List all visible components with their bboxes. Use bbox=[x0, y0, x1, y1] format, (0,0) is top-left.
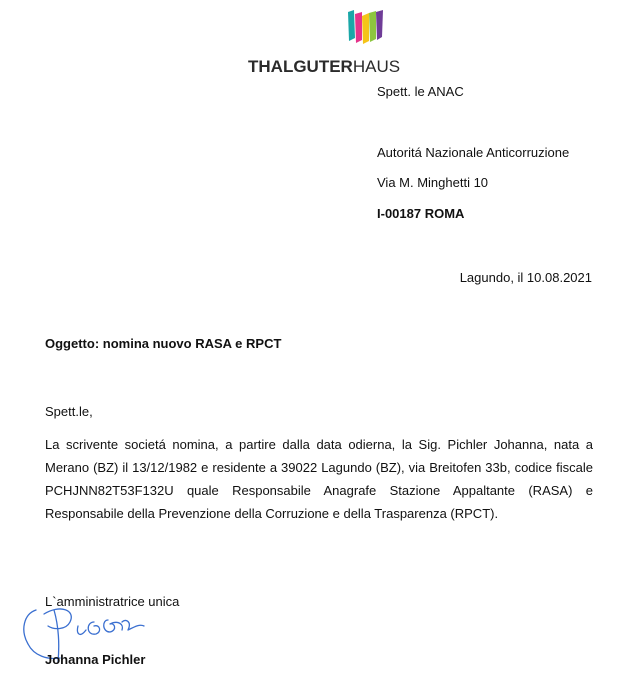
logo-name-light: HAUS bbox=[352, 57, 401, 76]
logo-wordmark bbox=[248, 57, 400, 77]
closing-title: L`amministratrice unica bbox=[45, 594, 180, 609]
signer-name: Johanna Pichler bbox=[45, 652, 146, 667]
recipient-line-4: I-00187 ROMA bbox=[377, 206, 465, 221]
recipient-line-3: Via M. Minghetti 10 bbox=[377, 175, 489, 190]
recipient-line-2: Autoritá Nazionale Anticorruzione bbox=[377, 145, 570, 160]
letter-subject: Oggetto: nomina nuovo RASA e RPCT bbox=[45, 336, 282, 351]
salutation: Spett.le, bbox=[45, 404, 93, 419]
letter-body: La scrivente societá nomina, a partire dalla data odierna, la Sig. Pichler Johanna, nata a Merano (BZ) il 13/12/1982 e residente a 39022 Lagundo (BZ), via Breitofen 33b, codice fiscale PCHJNN82T53F132U quale Responsabile Anagrafe Stazione Appaltante (RASA) e Responsabile della Prevenzione della Corruzione e della Trasparenza (RPCT). bbox=[45, 437, 593, 521]
place-date: Lagundo, il 10.08.2021 bbox=[459, 270, 592, 285]
recipient-line-1: Spett. le ANAC bbox=[377, 84, 464, 99]
logo-stripes-icon bbox=[346, 10, 386, 46]
company-logo bbox=[248, 10, 418, 76]
logo-name-bold: THALGUTER bbox=[248, 57, 353, 76]
